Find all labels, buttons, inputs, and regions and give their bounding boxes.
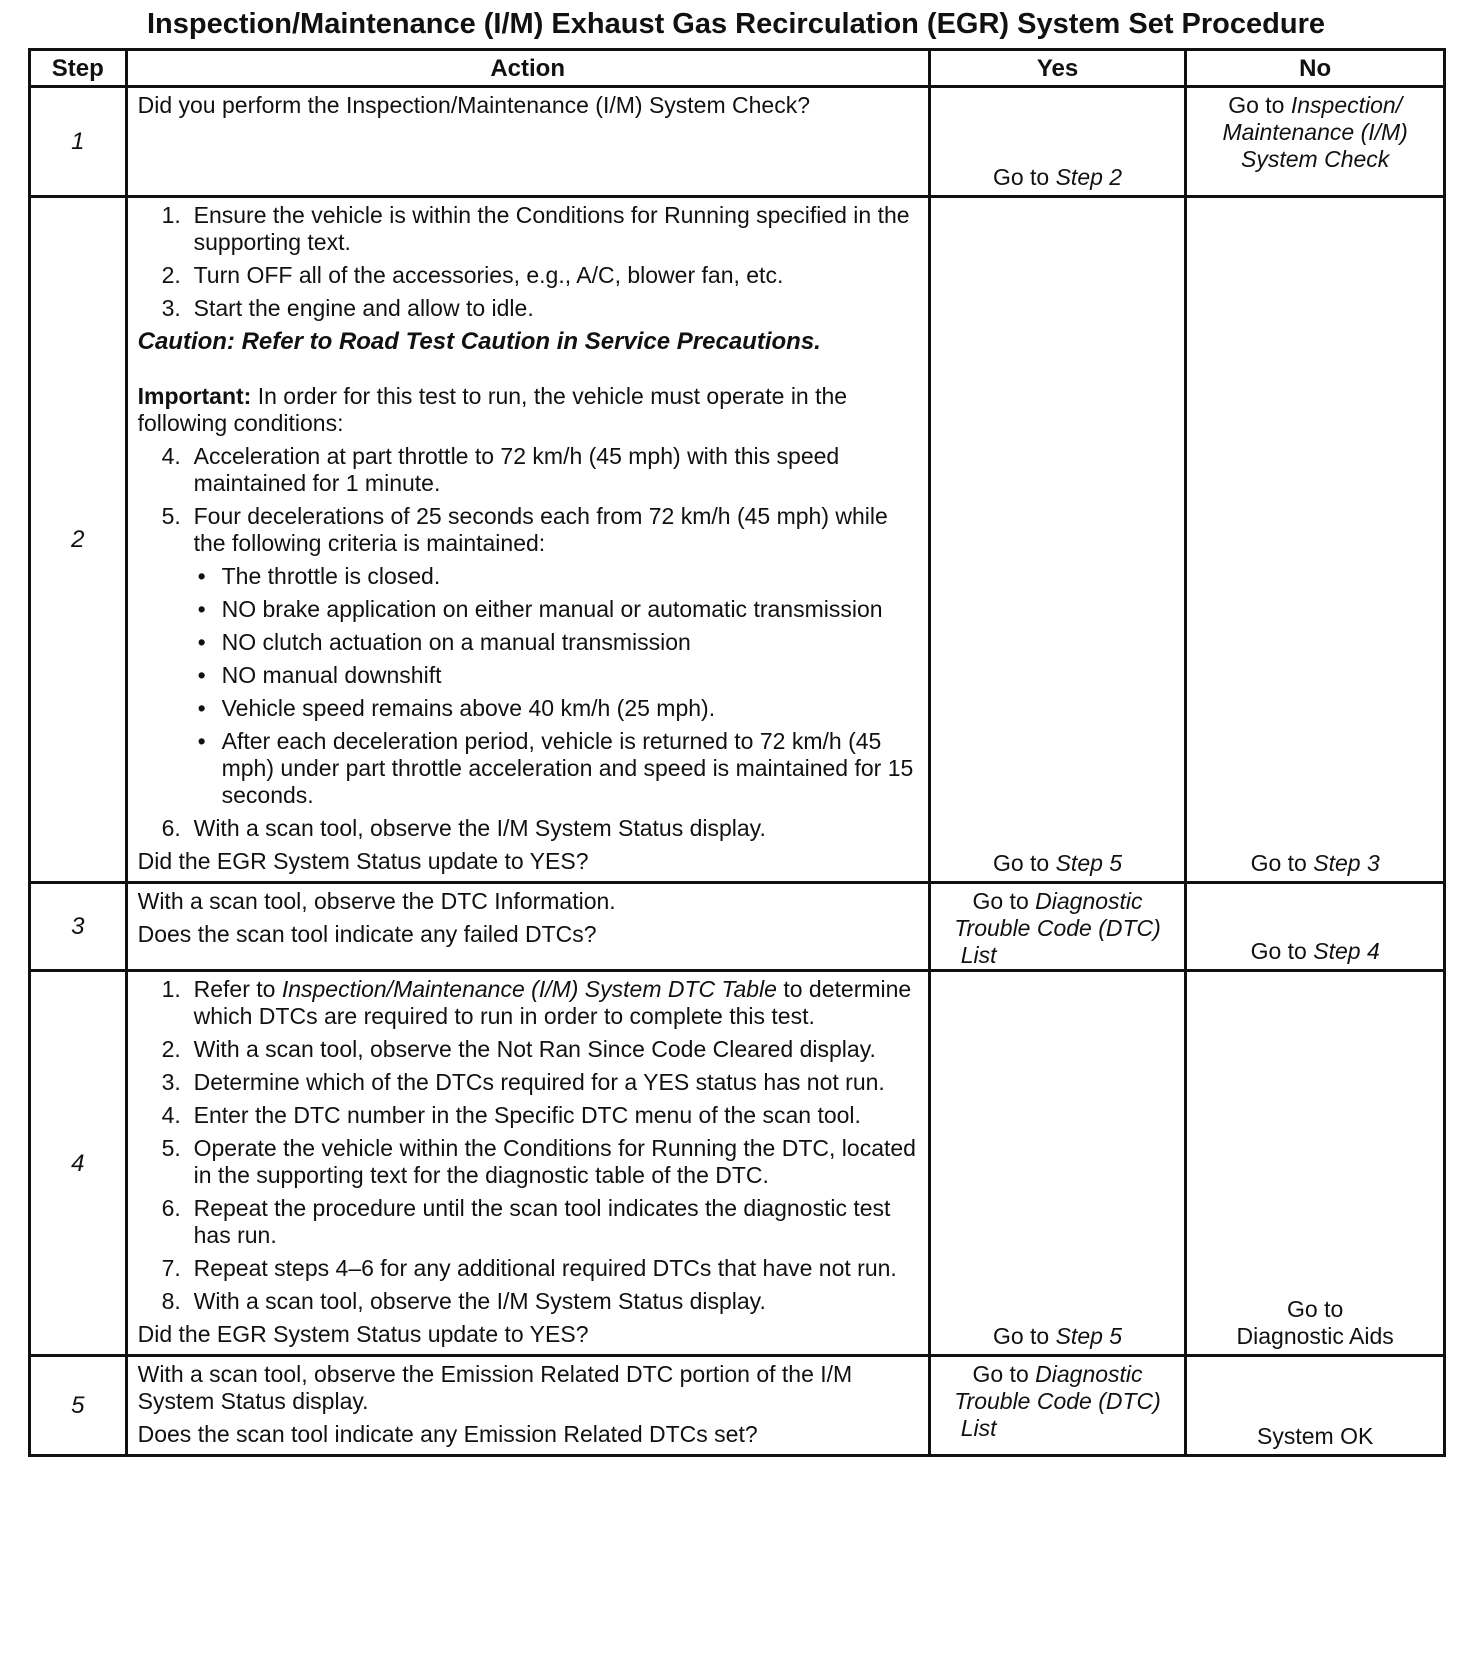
- yes-link-line: List: [960, 1415, 997, 1441]
- table-header-row: [30, 50, 1445, 87]
- instruction-text: With a scan tool, observe the DTC Information.: [137, 888, 616, 914]
- question-text: Did the EGR System Status update to YES?: [137, 848, 589, 874]
- yes-prefix: Go to: [992, 164, 1056, 190]
- yes-cell: [929, 971, 1186, 1356]
- important-note: Important: In order for this test to run, the vehicle must operate in the following conditions:: [137, 383, 848, 436]
- no-cell: [1186, 1356, 1445, 1456]
- no-link[interactable]: [1187, 88, 1443, 173]
- yes-link[interactable]: [931, 884, 1185, 969]
- header-step: Step: [30, 50, 127, 87]
- list-item: 6. Repeat the procedure until the scan tool indicates the diagnostic test has run.: [161, 1195, 891, 1248]
- action-cell: [126, 971, 929, 1356]
- list-item: 1. Ensure the vehicle is within the Conditions for Running specified in the supporting text.: [161, 202, 910, 255]
- yes-link[interactable]: Step 5: [1055, 1323, 1123, 1349]
- yes-prefix: Go to: [972, 1361, 1036, 1387]
- list-item: 7. Repeat steps 4–6 for any additional required DTCs that have not run.: [161, 1255, 897, 1281]
- action-cell: [126, 1356, 929, 1456]
- bullet-item: • NO manual downshift: [197, 662, 442, 688]
- no-link-line: System Check: [1241, 146, 1390, 172]
- yes-prefix: Go to: [972, 888, 1036, 914]
- yes-cell: [929, 197, 1186, 883]
- table-row-step-3: [30, 883, 1445, 971]
- header-action: Action: [126, 50, 929, 87]
- yes-link-line: Diagnostic: [1035, 1361, 1143, 1387]
- dtc-table-link[interactable]: Inspection/Maintenance (I/M) System DTC Table: [281, 976, 777, 1002]
- no-result: System OK: [1257, 1423, 1374, 1449]
- bullet-item: • Vehicle speed remains above 40 km/h (25 mph).: [197, 695, 716, 721]
- header-yes: Yes: [929, 50, 1186, 87]
- list-item: 4. Enter the DTC number in the Specific DTC menu of the scan tool.: [161, 1102, 861, 1128]
- no-prefix: Go to: [1250, 938, 1314, 964]
- yes-link-line: Diagnostic: [1035, 888, 1143, 914]
- procedure-table: [28, 48, 1446, 1457]
- no-link[interactable]: Step 3: [1313, 850, 1380, 876]
- no-link-line: Diagnostic Aids: [1236, 1323, 1394, 1349]
- yes-link[interactable]: Step 2: [1055, 164, 1123, 190]
- no-link-line: Inspection/: [1290, 92, 1403, 118]
- no-link[interactable]: Step 4: [1313, 938, 1380, 964]
- no-prefix: Go to: [1250, 850, 1314, 876]
- no-cell: [1186, 197, 1445, 883]
- no-cell: [1186, 971, 1445, 1356]
- page-title: Inspection/Maintenance (I/M) Exhaust Gas Recirculation (EGR) System Set Procedure: [146, 8, 1325, 40]
- question-text: Did the EGR System Status update to YES?: [137, 1321, 589, 1347]
- step-number: 1: [30, 87, 127, 197]
- yes-cell: [929, 87, 1186, 197]
- table-row-step-4: [30, 971, 1445, 1356]
- question-text: Did you perform the Inspection/Maintenance (I/M) System Check?: [137, 92, 811, 118]
- no-link[interactable]: [1187, 1296, 1443, 1350]
- header-no: No: [1186, 50, 1445, 87]
- list-item: 2. With a scan tool, observe the Not Ran Since Code Cleared display.: [161, 1036, 876, 1062]
- list-item: 5. Operate the vehicle within the Conditions for Running the DTC, located in the supporting text for the diagnostic table of the DTC.: [161, 1135, 916, 1188]
- step-number: 4: [30, 971, 127, 1356]
- action-cell: [126, 883, 929, 971]
- bullet-item: • NO brake application on either manual or automatic transmission: [197, 596, 883, 622]
- step-number: 2: [30, 197, 127, 883]
- instruction-text: With a scan tool, observe the Emission Related DTC portion of the I/M System Status display.: [137, 1361, 853, 1414]
- list-item: 5. Four decelerations of 25 seconds each from 72 km/h (45 mph) while the following criteria is maintained:: [161, 503, 888, 556]
- action-cell: [126, 197, 929, 883]
- list-item: 3. Determine which of the DTCs required for a YES status has not run.: [161, 1069, 885, 1095]
- list-item: 2. Turn OFF all of the accessories, e.g., A/C, blower fan, etc.: [161, 262, 784, 288]
- list-item: 1. Refer to Inspection/Maintenance (I/M) System DTC Table to determine which DTCs are required to run in order to complete this test.: [161, 976, 912, 1029]
- list-item: 8. With a scan tool, observe the I/M System Status display.: [161, 1288, 766, 1314]
- table-row-step-2: [30, 197, 1445, 883]
- bullet-item: • The throttle is closed.: [197, 563, 441, 589]
- no-cell: [1186, 87, 1445, 197]
- bullet-item: • After each deceleration period, vehicle is returned to 72 km/h (45 mph) under part throttle acceleration and speed is maintained for 15 seconds.: [197, 728, 914, 808]
- no-prefix: Go to: [1228, 92, 1291, 118]
- bullet-item: • NO clutch actuation on a manual transmission: [197, 629, 691, 655]
- yes-link-line: Trouble Code (DTC): [954, 1388, 1161, 1414]
- question-text: Does the scan tool indicate any failed DTCs?: [137, 921, 597, 947]
- no-link-line: Maintenance (I/M): [1222, 119, 1408, 145]
- yes-cell: [929, 1356, 1186, 1456]
- no-cell: [1186, 883, 1445, 971]
- yes-cell: [929, 883, 1186, 971]
- yes-link-line: Trouble Code (DTC): [954, 915, 1161, 941]
- yes-link[interactable]: Step 5: [1055, 850, 1123, 876]
- list-item: 4. Acceleration at part throttle to 72 km/h (45 mph) with this speed maintained for 1 minute.: [161, 443, 840, 496]
- yes-prefix: Go to: [992, 1323, 1056, 1349]
- no-link-line: Go to: [1287, 1296, 1344, 1322]
- question-text: Does the scan tool indicate any Emission Related DTCs set?: [137, 1421, 758, 1447]
- step-number: 5: [30, 1356, 127, 1456]
- table-row-step-5: [30, 1356, 1445, 1456]
- caution-note: Caution: Refer to Road Test Caution in Service Precautions.: [137, 328, 821, 355]
- step-number: 3: [30, 883, 127, 971]
- yes-link[interactable]: [931, 1357, 1185, 1442]
- table-row-step-1: [30, 87, 1445, 197]
- list-item: 3. Start the engine and allow to idle.: [161, 295, 534, 321]
- yes-prefix: Go to: [992, 850, 1056, 876]
- yes-link-line: List: [960, 942, 997, 968]
- action-cell: [126, 87, 929, 197]
- list-item: 6. With a scan tool, observe the I/M System Status display.: [161, 815, 766, 841]
